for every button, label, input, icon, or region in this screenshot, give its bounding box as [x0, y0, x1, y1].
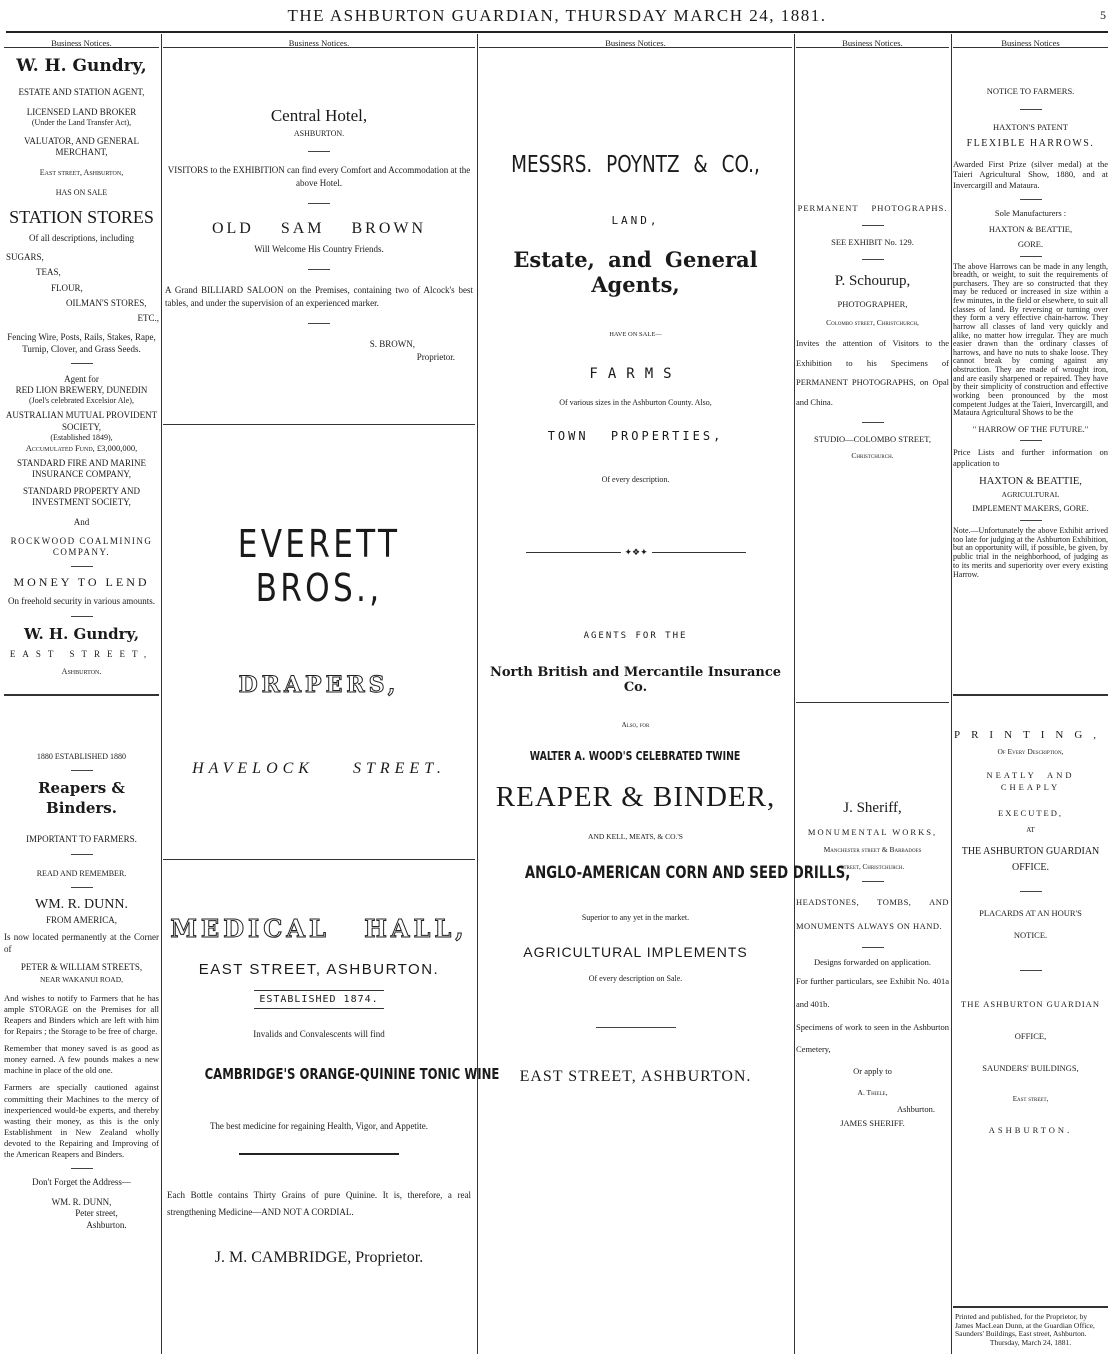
hotel-welcome: Will Welcome His Country Friends.: [254, 243, 384, 254]
dunn-read: READ AND REMEMBER.: [36, 869, 127, 879]
dunn-forget: Don't Forget the Address—: [32, 1176, 131, 1187]
sheriff-specimens: Specimens of work to seen in the Ashburton Cemetery,: [796, 1021, 949, 1055]
printing-title: PRINTING,: [953, 729, 1108, 741]
column-2: [163, 34, 500, 1354]
column-1: [4, 34, 159, 1354]
masthead-rule: [6, 31, 1108, 33]
schourup-city: Christchurch.: [851, 450, 894, 460]
list-item: TEAS,: [36, 267, 61, 278]
poyntz-land: LAND,: [611, 214, 660, 227]
harrows-sole: Sole Manufacturers :: [994, 207, 1067, 218]
dunn-name: WM. R. DUNN.: [35, 897, 128, 913]
harrows-flexible: FLEXIBLE HARROWS.: [966, 138, 1095, 150]
medical-best: The best medicine for regaining Health, Vigor, and Appetite.: [209, 1121, 429, 1131]
dunn-address: Ashburton.: [86, 1219, 127, 1230]
printing-placards: PLACARDS AT AN HOUR'S: [979, 908, 1082, 919]
sheriff-particulars: For further particulars, see Exhibit No. 401a and 401b.: [796, 975, 949, 1009]
column-header: Business Notices.: [51, 38, 112, 48]
list-item: OILMAN'S STORES,: [66, 297, 147, 308]
harrows-awarded: Awarded First Prize (silver medal) at the Taieri Agricultural Show, 1880, and at Invercargill and Mataura.: [953, 158, 1108, 190]
printing-advert: [953, 728, 1108, 1137]
poyntz-farms: FARMS: [589, 366, 682, 382]
sheriff-name: J. Sheriff,: [843, 800, 902, 816]
sheriff-apply: Or apply to: [853, 1066, 892, 1077]
gundry-desc: Of all descriptions, including: [29, 232, 134, 243]
medical-street: EAST STREET, ASHBURTON.: [198, 961, 440, 978]
medical-established: ESTABLISHED 1874.: [259, 994, 379, 1005]
poyntz-town: TOWN PROPERTIES,: [547, 429, 724, 443]
column-3: [479, 34, 851, 1354]
list-item: ETC.,: [137, 313, 159, 324]
schourup-title: PHOTOGRAPHER,: [837, 299, 908, 309]
schourup-studio: STUDIO—COLOMBO STREET,: [814, 434, 931, 445]
sheriff-address: Manchester street & Barbadoes: [823, 844, 922, 854]
poyntz-drills: ANGLO-AMERICAN CORN AND SEED DRILLS,: [524, 863, 851, 883]
column-header: Business Notices.: [288, 38, 350, 48]
sheriff-signature: JAMES SHERIFF.: [840, 1117, 905, 1128]
poyntz-agents: Estate, and General Agents,: [513, 247, 758, 297]
poyntz-superior: Superior to any yet in the market.: [581, 913, 690, 922]
poyntz-sale: Of every description on Sale.: [588, 974, 683, 983]
harrows-note: Note.—Unfortunately the above Exhibit arrived too late for judging at the Ashburton Exhibition, but an opportunity will, if possible, be given, by public trial in the neighborhood, of judging as to its merits and superiority over every existing Harrow.: [953, 525, 1108, 579]
gundry-fencing: Fencing Wire, Posts, Rails, Stakes, Rape, Turnip, Clover, and Grass Seeds.: [7, 332, 156, 354]
masthead-title: THE ASHBURTON GUARDIAN, THURSDAY MARCH 24, 1881.: [287, 6, 827, 25]
poyntz-insurance: North British and Mercantile Insurance Co.: [489, 665, 782, 695]
page-mark: 5: [1100, 8, 1106, 22]
medical-wine: CAMBRIDGE'S ORANGE-QUININE TONIC WINE: [204, 1065, 500, 1083]
gundry-title: ESTATE AND STATION AGENT,: [18, 87, 145, 98]
hotel-billiard: A Grand BILLIARD SALOON on the Premises, containing two of Alcock's best tables, and under the supervision of an experienced marker.: [165, 285, 473, 308]
station-stores-heading: STATION STORES: [9, 207, 154, 228]
schourup-permanent: PERMANENT PHOTOGRAPHS.: [797, 203, 948, 213]
harrows-makers: HAXTON & BEATTIE,: [979, 475, 1082, 487]
gundry-title: LICENSED LAND BROKER: [26, 106, 137, 117]
dunn-important: IMPORTANT TO FARMERS.: [26, 834, 137, 845]
poyntz-twine: WALTER A. WOOD'S CELEBRATED TWINE: [530, 749, 741, 763]
column-5: [953, 34, 1108, 1354]
printing-east: East street,: [1012, 1094, 1049, 1103]
column-4: [796, 34, 949, 1354]
harrows-advert: [953, 86, 1108, 580]
gundry-address: East street, Ashburton,: [39, 168, 124, 178]
stores-list: [4, 250, 159, 326]
imprint: [953, 1313, 1108, 1348]
list-item: FLOUR,: [51, 282, 83, 293]
harrows-agricultural: AGRICULTURAL: [1001, 489, 1060, 499]
poyntz-implements: AGRICULTURAL IMPLEMENTS: [523, 944, 748, 960]
poyntz-every: Of every description.: [601, 475, 670, 484]
ornament-divider: ✦❖✦: [526, 552, 746, 553]
sheriff-ashburton: Ashburton.: [896, 1104, 935, 1114]
harrows-future: " HARROW OF THE FUTURE.": [972, 423, 1089, 434]
dunn-streets: PETER & WILLIAM STREETS,: [20, 961, 143, 972]
everett-name: EVERETT BROS.,: [237, 522, 401, 610]
gundry-agent-for: Agent for: [64, 373, 99, 384]
schourup-invites: Invites the attention of Visitors to the Exhibition to his Specimens of PERMANENT PHOTOGRAPHS, on Opal and China.: [796, 338, 949, 407]
column-header: Business Notices.: [605, 38, 666, 48]
gundry-title: (Under the Land Transfer Act),: [31, 117, 132, 127]
harrows-implement: IMPLEMENT MAKERS, GORE.: [972, 503, 1089, 514]
dunn-near: NEAR WAKANUI ROAD,: [40, 975, 123, 985]
sheriff-advert: [796, 796, 949, 1130]
sheriff-thiele: A. Thiele,: [857, 1088, 888, 1097]
gundry-title: VALUATOR, AND GENERAL MERCHANT,: [24, 135, 139, 157]
medical-bottle: Each Bottle contains Thirty Grains of pure Quinine. It is, therefore, a real strengthening Medicine—AND NOT A CORDIAL.: [167, 1190, 471, 1218]
gundry-street: EAST STREET,: [9, 649, 154, 660]
harrows-notice: NOTICE TO FARMERS.: [986, 86, 1075, 96]
poyntz-name: MESSRS. POYNTZ & CO.,: [511, 152, 760, 178]
agency-item: AUSTRALIAN MUTUAL PROVIDENT SOCIETY,: [5, 410, 158, 432]
everett-trade: DRAPERS,: [238, 672, 400, 698]
sheriff-designs: Designs forwarded on application.: [813, 957, 932, 968]
central-hotel-advert: [163, 104, 475, 364]
agency-item: STANDARD FIRE AND MARINE INSURANCE COMPANY,: [16, 457, 147, 479]
poyntz-reaper: REAPER & BINDER,: [495, 781, 776, 813]
money-desc: On freehold security in various amounts.: [8, 596, 155, 607]
agency-item: (Joel's celebrated Excelsior Ale),: [29, 396, 134, 406]
dunn-paragraph: Remember that money saved is as good as money earned. A few pounds makes a new machine in place of the old one.: [4, 1043, 159, 1076]
everett-advert: [163, 522, 475, 778]
poyntz-agents-for: AGENTS FOR THE: [583, 631, 688, 641]
harrows-makers: HAXTON & BEATTIE,: [988, 224, 1073, 235]
medical-hall-advert: [163, 914, 500, 1267]
printing-executed: EXECUTED,: [998, 807, 1063, 818]
column-rule: [477, 34, 478, 1354]
medical-invalids: Invalids and Convalescents will find: [253, 1029, 385, 1039]
dunn-headline: Reapers & Binders.: [38, 779, 125, 817]
agency-and: And: [73, 516, 90, 527]
medical-proprietor: J. M. CAMBRIDGE, Proprietor.: [214, 1249, 424, 1267]
printing-at: AT: [1026, 825, 1035, 834]
poyntz-sizes: Of various sizes in the Ashburton County. Also,: [559, 398, 712, 407]
printing-guardian: THE ASHBURTON GUARDIAN: [961, 999, 1100, 1010]
schourup-address: Colombo street, Christchurch,: [826, 317, 919, 327]
sheriff-works: MONUMENTAL WORKS,: [807, 827, 938, 837]
printing-neatly: NEATLY AND CHEAPLY: [986, 769, 1075, 792]
printing-every: Of Every Description,: [997, 747, 1064, 757]
gundry-on-sale: HAS ON SALE: [55, 188, 108, 198]
printing-buildings: SAUNDERS' BUILDINGS,: [982, 1062, 1079, 1073]
medical-name: MEDICAL HALL,: [170, 914, 468, 943]
imprint-text: Printed and published, for the Proprietor, by James MacLean Dunn, at the Guardian Office, Saunders' Buildings, East street, Ashburton.: [955, 1312, 1095, 1339]
schourup-advert: [796, 202, 949, 461]
imprint-date: Thursday, March 24, 1881.: [989, 1337, 1072, 1347]
dunn-advert: [4, 752, 159, 1232]
sheriff-address: street, Christchurch.: [840, 862, 905, 871]
agency-item: Accumulated Fund, £3,000,000,: [25, 442, 138, 453]
printing-office: OFFICE.: [1012, 862, 1049, 874]
harrows-body: The above Harrows can be made in any length, breadth, or weight, to suit the requirements of purchasers. They are so constructed that they may be reduced or increased in size within a few minutes, in the field or elsewhere, to suit all classes of land. By reversing or turning over they form a very effective chain-harrow. They harrow all classes of land very quickly and alike, no matter how irregular. They are much easier drawn than the ordinary classes of harrows, and have no nuts to shake loose. They cannot break by coming against any obstruction. They are made of wrought iron, and are easily sharpened or repaired. They have by their simplicity of construction and effective working been pronounced by the most competent Judges at the Taieri, Invercargill, and Mataura Agricultural Shows to be the: [953, 261, 1108, 418]
printing-notice: NOTICE.: [1013, 930, 1048, 941]
harrows-price: Price Lists and further information on application to: [953, 447, 1108, 468]
dunn-located: Is now located permanently at the Corner of: [4, 932, 159, 955]
hotel-signature: S. BROWN,: [369, 339, 415, 350]
dunn-paragraph: Farmers are specially cautioned against committing their Machines to the mercy of inexperienced would-be experts, and thereby wasting their money, as this is the only Establishment in New Zealand wholly devoted to the Repairing and Improving of the American Reapers and Binders.: [4, 1082, 159, 1159]
agency-item: RED LION BREWERY, DUNEDIN: [15, 385, 148, 396]
poyntz-on-sale: HAVE ON SALE—: [609, 331, 662, 338]
poyntz-also: Also, for: [621, 721, 650, 729]
hotel-town: ASHBURTON.: [293, 128, 345, 138]
schourup-name: P. Schourup,: [834, 272, 911, 289]
harrows-patent: HAXTON'S PATENT: [993, 121, 1068, 132]
gundry-town: Ashburton.: [61, 666, 102, 676]
dunn-address: Peter street,: [75, 1208, 118, 1219]
column-rule: [161, 34, 162, 1354]
agency-item: STANDARD PROPERTY AND INVESTMENT SOCIETY,: [23, 486, 140, 508]
hotel-signature: Proprietor.: [416, 351, 455, 362]
dunn-address: WM. R. DUNN,: [51, 1196, 112, 1207]
gundry-name: W. H. Gundry,: [23, 624, 140, 643]
money-to-lend: MONEY TO LEND: [13, 575, 150, 590]
column-header: Business Notices.: [842, 38, 903, 48]
schourup-exhibit: SEE EXHIBIT No. 129.: [831, 236, 914, 247]
dunn-established: 1880 ESTABLISHED 1880: [36, 752, 127, 761]
column-header: Business Notices: [1001, 38, 1060, 48]
printing-office: THE ASHBURTON GUARDIAN: [961, 846, 1100, 858]
everett-street: HAVELOCK STREET.: [192, 760, 446, 777]
agency-item: (Established 1849),: [50, 432, 113, 442]
dunn-paragraph: And wishes to notify to Farmers that he has ample STORAGE on the Premises for all Reapers and Binders which are left with him for Repairs ; the Storage to be free of charge.: [4, 993, 159, 1037]
printing-town: ASHBURTON.: [988, 1124, 1073, 1135]
gundry-name: W. H. Gundry,: [16, 56, 147, 76]
gundry-advert: [4, 56, 159, 677]
poyntz-street: EAST STREET, ASHBURTON.: [519, 1068, 752, 1085]
harrows-gore: GORE.: [1017, 238, 1044, 249]
poyntz-kell: AND KELL, MEATS, & CO.'S: [588, 832, 683, 841]
sheriff-headstones: HEADSTONES, TOMBS, AND MONUMENTS ALWAYS ON HAND.: [796, 896, 949, 932]
hotel-visitors: VISITORS to the EXHIBITION can find every Comfort and Accommodation at the above Hotel.: [167, 164, 471, 188]
dunn-from: FROM AMERICA,: [45, 914, 117, 925]
small-divider: [596, 1027, 676, 1028]
column-rule: [794, 34, 795, 1354]
poyntz-advert: [479, 152, 851, 1086]
old-sam-brown: OLD SAM BROWN: [211, 220, 427, 238]
list-item: SUGARS,: [6, 252, 44, 262]
column-rule: [951, 34, 952, 1354]
agency-item: ROCKWOOD COALMINING COMPANY.: [10, 535, 153, 558]
printing-office: OFFICE,: [1014, 1031, 1047, 1042]
hotel-name: Central Hotel,: [270, 106, 368, 125]
